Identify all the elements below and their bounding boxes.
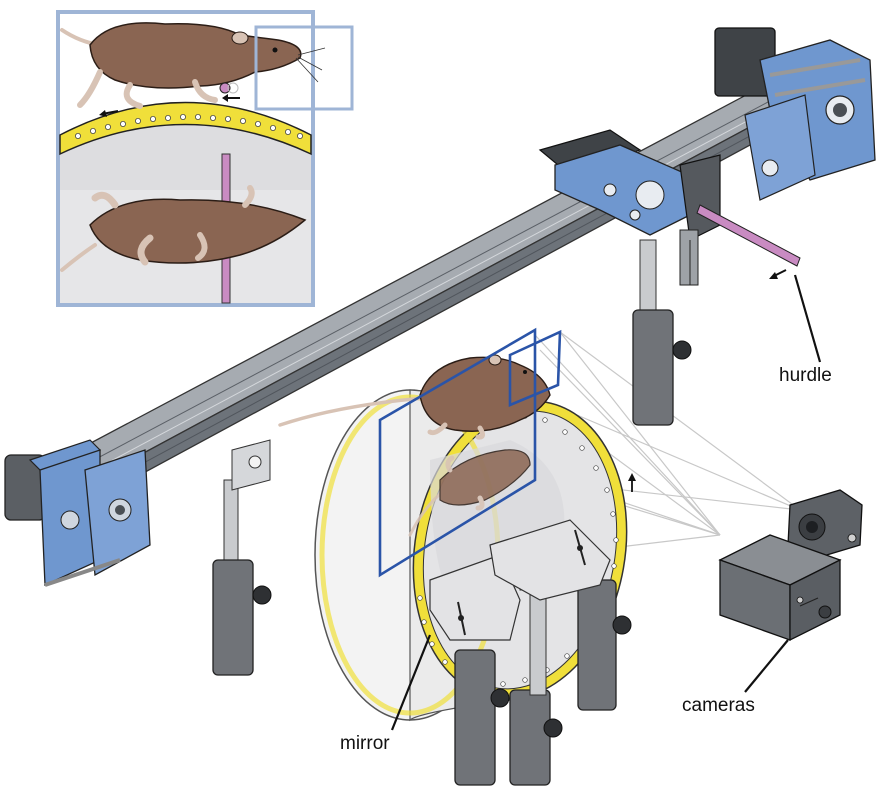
mirror-label: mirror xyxy=(340,733,390,754)
hurdle-rod xyxy=(697,205,800,266)
cameras-label: cameras xyxy=(682,695,755,716)
hurdle-leader xyxy=(795,275,820,362)
cameras-leader xyxy=(745,640,788,692)
hurdle-label: hurdle xyxy=(779,365,832,386)
inset-panel xyxy=(58,12,352,305)
left-motor-bracket xyxy=(5,440,150,585)
arrow-left-icon xyxy=(769,270,786,279)
arrow-up-icon xyxy=(628,473,636,492)
